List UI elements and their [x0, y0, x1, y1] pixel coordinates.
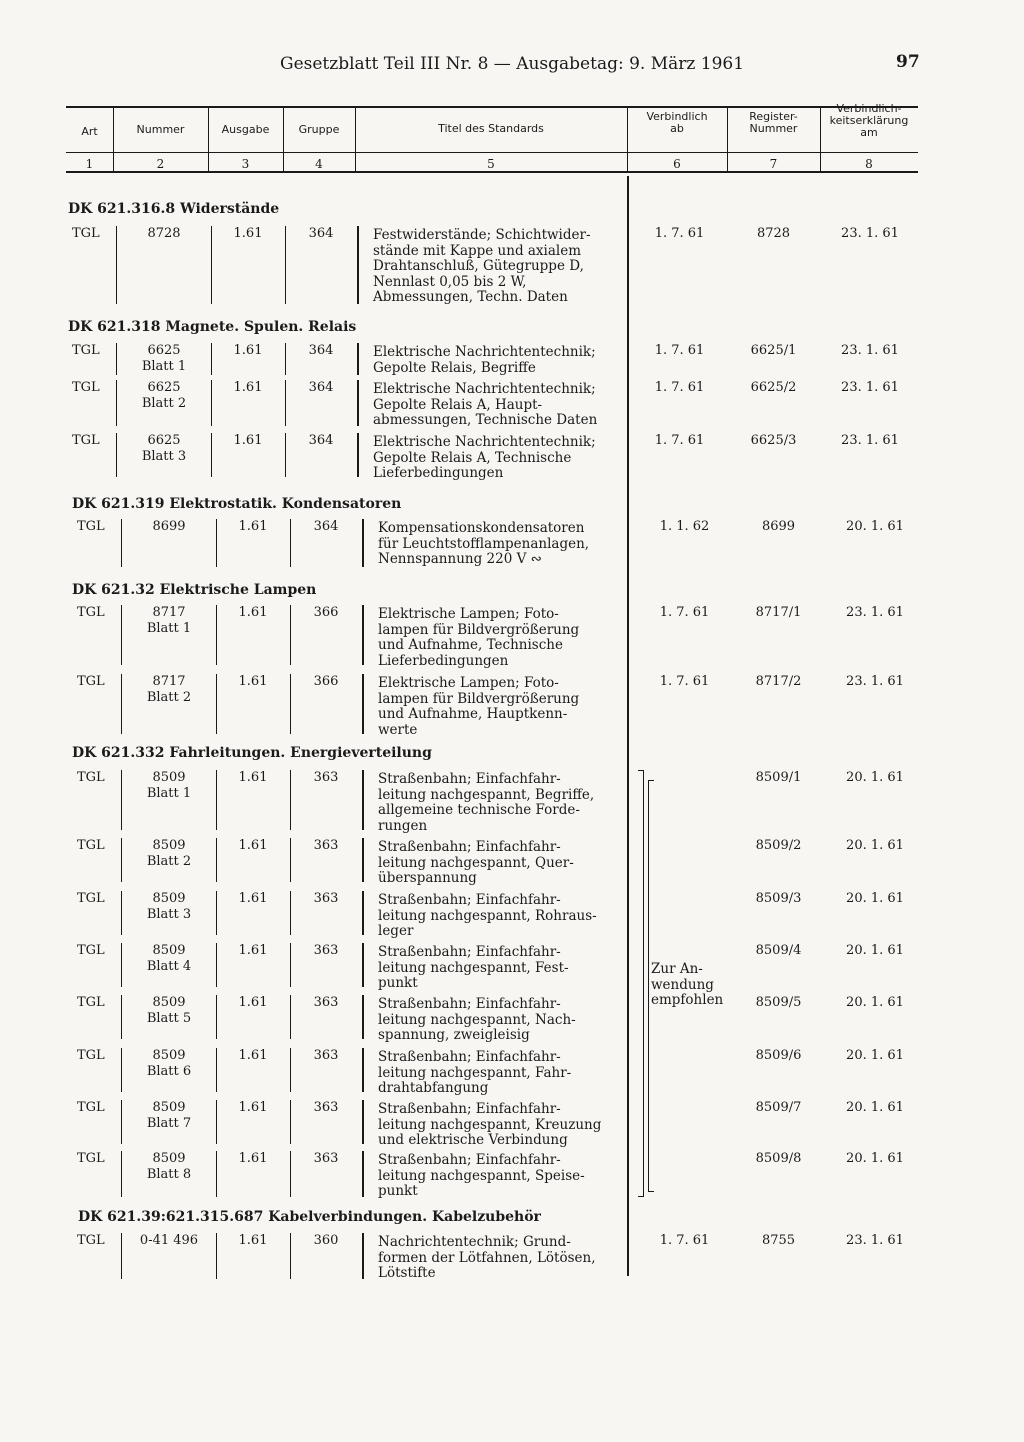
cell-divider: [216, 1048, 217, 1092]
cell-divider: [285, 343, 286, 375]
gruppe-cell: 363: [313, 1151, 339, 1166]
register-cell: 8699: [761, 519, 796, 534]
erklaerung-cell: 23. 1. 61: [841, 380, 899, 395]
section-heading: DK 621.32 Elektrische Lampen: [72, 582, 317, 598]
nummer-cell: 8509 Blatt 8: [146, 1151, 192, 1182]
art-cell: TGL: [77, 838, 105, 853]
cell-divider: [211, 433, 212, 477]
column-header: Gruppe: [298, 123, 340, 136]
art-cell: TGL: [77, 943, 105, 958]
titel-cell: Straßenbahn; Einfachfahr- leitung nachgespannt, Quer- überspannung: [378, 839, 574, 886]
verbindlich-ab-cell: 1. 7. 61: [654, 343, 705, 358]
erklaerung-cell: 23. 1. 61: [846, 605, 904, 620]
titel-cell: Elektrische Nachrichtentechnik; Gepolte Relais A, Haupt- abmessungen, Technische Daten: [373, 381, 598, 428]
header-number-rule: [66, 152, 918, 153]
titel-cell: Straßenbahn; Einfachfahr- leitung nachgespannt, Rohraus- leger: [378, 892, 597, 939]
erklaerung-cell: 23. 1. 61: [846, 674, 904, 689]
register-cell: 8509/5: [755, 995, 802, 1010]
art-cell: TGL: [77, 1100, 105, 1115]
erklaerung-cell: 20. 1. 61: [846, 995, 904, 1010]
column-number: 4: [315, 157, 323, 171]
cell-divider: [216, 891, 217, 935]
column-number: 8: [865, 157, 873, 171]
ausgabe-cell: 1.61: [238, 891, 268, 906]
verbindlich-ab-cell: 1. 7. 61: [654, 433, 705, 448]
cell-divider: [290, 891, 291, 935]
register-cell: 8728: [756, 226, 791, 241]
cell-divider: [121, 770, 122, 830]
cell-divider: [357, 380, 359, 426]
register-cell: 8755: [761, 1233, 796, 1248]
gruppe-cell: 363: [313, 1048, 339, 1063]
register-cell: 8509/3: [755, 891, 802, 906]
cell-divider: [362, 519, 364, 567]
nummer-cell: 8509 Blatt 1: [146, 770, 192, 801]
register-cell: 6625/2: [750, 380, 797, 395]
cell-divider: [121, 838, 122, 882]
cell-divider: [211, 226, 212, 304]
nummer-cell: 8728: [147, 226, 181, 241]
art-cell: TGL: [77, 891, 105, 906]
cell-divider: [211, 343, 212, 375]
column-header: Art: [81, 125, 98, 138]
cell-divider: [116, 226, 117, 304]
titel-cell: Straßenbahn; Einfachfahr- leitung nachgespannt, Fahr- drahtabfangung: [378, 1049, 572, 1096]
cell-divider: [121, 674, 122, 734]
art-cell: TGL: [72, 343, 100, 358]
erklaerung-cell: 23. 1. 61: [841, 433, 899, 448]
erklaerung-cell: 20. 1. 61: [846, 943, 904, 958]
erklaerung-cell: 20. 1. 61: [846, 891, 904, 906]
ausgabe-cell: 1.61: [238, 1048, 268, 1063]
column-6-rule: [627, 176, 629, 1276]
page-title: Gesetzblatt Teil III Nr. 8 — Ausgabetag: 9. März 1961: [280, 54, 745, 74]
cell-divider: [121, 1100, 122, 1144]
cell-divider: [216, 1151, 217, 1197]
cell-divider: [216, 943, 217, 987]
section-heading: DK 621.318 Magnete. Spulen. Relais: [68, 319, 357, 335]
cell-divider: [216, 1100, 217, 1144]
column-header: Nummer: [136, 123, 185, 136]
gruppe-cell: 363: [313, 995, 339, 1010]
titel-cell: Straßenbahn; Einfachfahr- leitung nachgespannt, Fest- punkt: [378, 944, 569, 991]
column-header: Register- Nummer: [749, 110, 798, 135]
gruppe-cell: 363: [313, 943, 339, 958]
column-header: Verbindlich ab: [646, 110, 708, 135]
verbindlich-ab-cell: 1. 7. 61: [659, 1233, 710, 1248]
cell-divider: [216, 1233, 217, 1279]
cell-divider: [121, 519, 122, 567]
shared-verbindlich-ab: Zur An- wendung empfohlen: [651, 961, 724, 1008]
column-header: Ausgabe: [221, 123, 270, 136]
cell-divider: [290, 1100, 291, 1144]
titel-cell: Kompensationskondensatoren für Leuchtstofflampenanlagen, Nennspannung 220 V ∾: [378, 520, 590, 567]
titel-cell: Elektrische Nachrichtentechnik; Gepolte Relais A, Technische Lieferbedingungen: [373, 434, 596, 481]
ausgabe-cell: 1.61: [233, 343, 263, 358]
art-cell: TGL: [77, 1151, 105, 1166]
cell-divider: [290, 1233, 291, 1279]
cell-divider: [121, 891, 122, 935]
erklaerung-cell: 20. 1. 61: [846, 519, 904, 534]
nummer-cell: 8509 Blatt 3: [146, 891, 192, 922]
cell-divider: [121, 995, 122, 1039]
ausgabe-cell: 1.61: [238, 1100, 268, 1115]
cell-divider: [216, 995, 217, 1039]
ausgabe-cell: 1.61: [238, 605, 268, 620]
cell-divider: [290, 770, 291, 830]
cell-divider: [216, 770, 217, 830]
nummer-cell: 8509 Blatt 7: [146, 1100, 192, 1131]
gruppe-cell: 366: [313, 605, 339, 620]
cell-divider: [121, 1048, 122, 1092]
titel-cell: Elektrische Nachrichtentechnik; Gepolte Relais, Begriffe: [373, 344, 596, 376]
gruppe-cell: 364: [308, 380, 334, 395]
column-number: 1: [85, 157, 94, 171]
art-cell: TGL: [77, 519, 105, 534]
erklaerung-cell: 23. 1. 61: [841, 343, 899, 358]
register-cell: 8509/2: [755, 838, 802, 853]
register-cell: 8717/1: [755, 605, 802, 620]
cell-divider: [290, 943, 291, 987]
verbindlich-ab-cell: 1. 1. 62: [659, 519, 710, 534]
ausgabe-cell: 1.61: [238, 1233, 268, 1248]
nummer-cell: 8509 Blatt 6: [146, 1048, 192, 1079]
nummer-cell: 6625 Blatt 3: [141, 433, 187, 464]
section-heading: DK 621.316.8 Widerstände: [68, 201, 280, 217]
ausgabe-cell: 1.61: [238, 1151, 268, 1166]
cell-divider: [362, 1151, 364, 1197]
gruppe-cell: 364: [313, 519, 339, 534]
cell-divider: [362, 605, 364, 665]
art-cell: TGL: [77, 1048, 105, 1063]
art-cell: TGL: [72, 226, 100, 241]
cell-divider: [362, 891, 364, 935]
cell-divider: [362, 838, 364, 882]
verbindlich-ab-cell: 1. 7. 61: [659, 674, 710, 689]
erklaerung-cell: 23. 1. 61: [841, 226, 899, 241]
cell-divider: [216, 674, 217, 734]
cell-divider: [290, 838, 291, 882]
gruppe-cell: 363: [313, 838, 339, 853]
cell-divider: [211, 380, 212, 426]
cell-divider: [362, 1233, 364, 1279]
ausgabe-cell: 1.61: [233, 433, 263, 448]
column-number: 7: [769, 157, 778, 171]
cell-divider: [290, 1048, 291, 1092]
cell-divider: [285, 226, 286, 304]
nummer-cell: 8699: [152, 519, 186, 534]
cell-divider: [357, 433, 359, 477]
gruppe-cell: 363: [313, 1100, 339, 1115]
column-header: Verbindlich- keitserklärung am: [829, 102, 909, 139]
register-cell: 8509/8: [755, 1151, 802, 1166]
cell-divider: [216, 519, 217, 567]
nummer-cell: 8717 Blatt 1: [146, 605, 192, 636]
titel-cell: Nachrichtentechnik; Grund- formen der Lötfahnen, Lötösen, Lötstifte: [378, 1234, 596, 1281]
titel-cell: Straßenbahn; Einfachfahr- leitung nachgespannt, Kreuzung und elektrische Verbindung: [378, 1101, 602, 1148]
cell-divider: [116, 343, 117, 375]
titel-cell: Elektrische Lampen; Foto- lampen für Bildvergrößerung und Aufnahme, Hauptkenn- werte: [378, 675, 580, 738]
gruppe-cell: 363: [313, 891, 339, 906]
nummer-cell: 8509 Blatt 5: [146, 995, 192, 1026]
nummer-cell: 8509 Blatt 2: [146, 838, 192, 869]
cell-divider: [121, 943, 122, 987]
cell-divider: [216, 838, 217, 882]
ausgabe-cell: 1.61: [238, 838, 268, 853]
gruppe-cell: 364: [308, 433, 334, 448]
cell-divider: [121, 1151, 122, 1197]
column-number: 2: [156, 157, 165, 171]
register-cell: 6625/1: [750, 343, 797, 358]
verbindlich-ab-cell: 1. 7. 61: [654, 226, 705, 241]
bracket-left: [638, 770, 644, 1197]
register-cell: 8509/4: [755, 943, 802, 958]
ausgabe-cell: 1.61: [233, 226, 263, 241]
verbindlich-ab-cell: 1. 7. 61: [659, 605, 710, 620]
cell-divider: [290, 519, 291, 567]
section-heading: DK 621.332 Fahrleitungen. Energieverteilung: [72, 745, 432, 761]
titel-cell: Straßenbahn; Einfachfahr- leitung nachgespannt, Nach- spannung, zweigleisig: [378, 996, 576, 1043]
column-header: Titel des Standards: [438, 122, 544, 135]
erklaerung-cell: 20. 1. 61: [846, 838, 904, 853]
cell-divider: [290, 995, 291, 1039]
cell-divider: [357, 343, 359, 375]
cell-divider: [285, 433, 286, 477]
erklaerung-cell: 20. 1. 61: [846, 1048, 904, 1063]
cell-divider: [285, 380, 286, 426]
art-cell: TGL: [72, 380, 100, 395]
gruppe-cell: 364: [308, 343, 334, 358]
erklaerung-cell: 20. 1. 61: [846, 770, 904, 785]
register-cell: 6625/3: [750, 433, 797, 448]
nummer-cell: 6625 Blatt 2: [141, 380, 187, 411]
section-heading: DK 621.319 Elektrostatik. Kondensatoren: [72, 496, 402, 512]
cell-divider: [362, 674, 364, 734]
section-heading: DK 621.39:621.315.687 Kabelverbindungen. Kabelzubehör: [78, 1209, 541, 1225]
cell-divider: [362, 943, 364, 987]
ausgabe-cell: 1.61: [233, 380, 263, 395]
art-cell: TGL: [77, 674, 105, 689]
register-cell: 8717/2: [755, 674, 802, 689]
table-top-rule: [66, 106, 918, 108]
nummer-cell: 8717 Blatt 2: [146, 674, 192, 705]
gruppe-cell: 360: [313, 1233, 339, 1248]
verbindlich-ab-cell: 1. 7. 61: [654, 380, 705, 395]
ausgabe-cell: 1.61: [238, 674, 268, 689]
register-cell: 8509/6: [755, 1048, 802, 1063]
cell-divider: [121, 605, 122, 665]
gruppe-cell: 366: [313, 674, 339, 689]
cell-divider: [290, 1151, 291, 1197]
erklaerung-cell: 20. 1. 61: [846, 1151, 904, 1166]
art-cell: TGL: [77, 1233, 105, 1248]
cell-divider: [357, 226, 359, 304]
page-number: 97: [896, 52, 920, 72]
column-number: 5: [487, 157, 495, 171]
art-cell: TGL: [77, 995, 105, 1010]
ausgabe-cell: 1.61: [238, 943, 268, 958]
titel-cell: Elektrische Lampen; Foto- lampen für Bildvergrößerung und Aufnahme, Technische Lieferbedingungen: [378, 606, 580, 669]
ausgabe-cell: 1.61: [238, 770, 268, 785]
ausgabe-cell: 1.61: [238, 519, 268, 534]
cell-divider: [116, 433, 117, 477]
header-bottom-rule: [66, 171, 918, 173]
ausgabe-cell: 1.61: [238, 995, 268, 1010]
nummer-cell: 0-41 496: [139, 1233, 199, 1248]
register-cell: 8509/7: [755, 1100, 802, 1115]
cell-divider: [362, 1048, 364, 1092]
erklaerung-cell: 23. 1. 61: [846, 1233, 904, 1248]
cell-divider: [116, 380, 117, 426]
erklaerung-cell: 20. 1. 61: [846, 1100, 904, 1115]
cell-divider: [216, 605, 217, 665]
art-cell: TGL: [77, 605, 105, 620]
titel-cell: Festwiderstände; Schichtwider- stände mit Kappe und axialem Drahtanschluß, Gütegruppe D, Nennlast 0,05 bis 2 W, Abmessungen, Techn. Daten: [373, 227, 591, 305]
cell-divider: [362, 995, 364, 1039]
titel-cell: Straßenbahn; Einfachfahr- leitung nachgespannt, Speise- punkt: [378, 1152, 585, 1199]
cell-divider: [362, 770, 364, 830]
register-cell: 8509/1: [755, 770, 802, 785]
gruppe-cell: 364: [308, 226, 334, 241]
cell-divider: [362, 1100, 364, 1144]
cell-divider: [290, 605, 291, 665]
art-cell: TGL: [72, 433, 100, 448]
cell-divider: [121, 1233, 122, 1279]
gruppe-cell: 363: [313, 770, 339, 785]
titel-cell: Straßenbahn; Einfachfahr- leitung nachgespannt, Begriffe, allgemeine technische Forde- rungen: [378, 771, 595, 834]
nummer-cell: 6625 Blatt 1: [141, 343, 187, 374]
art-cell: TGL: [77, 770, 105, 785]
column-number: 3: [241, 157, 250, 171]
cell-divider: [290, 674, 291, 734]
column-number: 6: [673, 157, 681, 171]
nummer-cell: 8509 Blatt 4: [146, 943, 192, 974]
